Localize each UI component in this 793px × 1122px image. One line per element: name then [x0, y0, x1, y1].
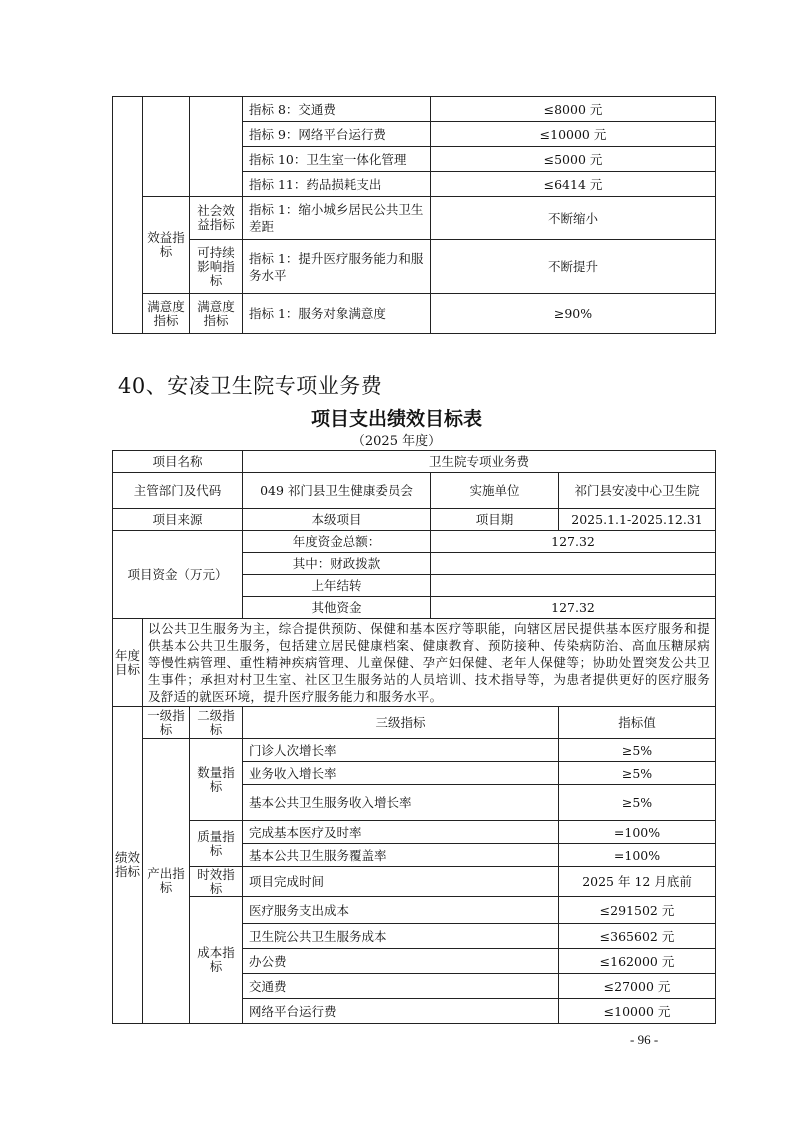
- header-level1: 一级指标: [143, 707, 190, 739]
- value-cell: ≥5%: [559, 762, 716, 785]
- value-cell: =100%: [559, 821, 716, 844]
- value-cell: =100%: [559, 844, 716, 867]
- fund-total-value: 127.32: [431, 531, 716, 553]
- perf-label: 绩效指标: [113, 707, 143, 1024]
- timeliness-label: 时效指标: [190, 867, 243, 897]
- fund-carry-label: 上年结转: [243, 575, 431, 597]
- indicator-cell: 办公费: [243, 949, 559, 974]
- goal-text: 以公共卫生服务为主，综合提供预防、保健和基本医疗等职能，向辖区居民提供基本医疗服务和提供基本公共卫生服务，包括建立居民健康档案、健康教育、预防接种、传染病防治、高血压糖尿病等慢性病管理、重性精神疾病管理、儿童保健、孕产妇保健、老年人保健等；协助处置突发公共卫生事件；承担对村卫生室、社区卫生服务站的人员培训、技术指导等，为患者提供更好的医疗服务及舒适的就医环境，提升医疗服务能力和服务水平。: [143, 619, 716, 707]
- indicator-cell: 基本公共卫生服务覆盖率: [243, 844, 559, 867]
- dept-value: 049 祁门县卫生健康委员会: [243, 473, 431, 509]
- indicator-cell: 医疗服务支出成本: [243, 897, 559, 924]
- indicator-cell: 指标 11：药品损耗支出: [243, 172, 431, 197]
- indicator-cell: 门诊人次增长率: [243, 739, 559, 762]
- indicator-cell: 指标 10：卫生室一体化管理: [243, 147, 431, 172]
- fund-fiscal-label: 其中：财政拨款: [243, 553, 431, 575]
- quality-label: 质量指标: [190, 821, 243, 867]
- indicator-cell: 完成基本医疗及时率: [243, 821, 559, 844]
- impl-unit-value: 祁门县安凌中心卫生院: [559, 473, 716, 509]
- satisfaction-level2-label: 满意度指标: [190, 294, 243, 334]
- goal-label: 年度目标: [113, 619, 143, 707]
- table-title: 项目支出绩效目标表: [310, 408, 482, 430]
- fund-other-value: 127.32: [431, 597, 716, 619]
- source-label: 项目来源: [113, 509, 243, 531]
- period-value: 2025.1.1-2025.12.31: [559, 509, 716, 531]
- impl-unit-label: 实施单位: [431, 473, 559, 509]
- indicator-cell: 交通费: [243, 974, 559, 999]
- fund-label: 项目资金（万元）: [113, 531, 243, 619]
- value-cell: ≥5%: [559, 739, 716, 762]
- value-cell: 不断提升: [431, 240, 716, 294]
- indicator-cell: 指标 9：网络平台运行费: [243, 122, 431, 147]
- continued-indicator-table: [112, 96, 716, 334]
- value-cell: ≤10000 元: [431, 122, 716, 147]
- benefit-level1-label: 效益指标: [143, 197, 190, 294]
- section-title: 40、安凌卫生院专项业务费: [118, 374, 383, 398]
- header-value: 指标值: [559, 707, 716, 739]
- table-year: （2025 年度）: [351, 434, 442, 449]
- indicator-cell: 指标 1：缩小城乡居民公共卫生差距: [243, 197, 431, 240]
- period-label: 项目期: [431, 509, 559, 531]
- indicator-cell: 业务收入增长率: [243, 762, 559, 785]
- indicator-cell: 项目完成时间: [243, 867, 559, 897]
- indicator-cell: 指标 1：服务对象满意度: [243, 294, 431, 334]
- value-cell: ≥90%: [431, 294, 716, 334]
- project-name-value: 卫生院专项业务费: [243, 451, 716, 473]
- value-cell: ≤162000 元: [559, 949, 716, 974]
- value-cell: 2025 年 12 月底前: [559, 867, 716, 897]
- value-cell: ≤365602 元: [559, 924, 716, 949]
- satisfaction-level1-label: 满意度指标: [143, 294, 190, 334]
- indicator-cell: 指标 1：提升医疗服务能力和服务水平: [243, 240, 431, 294]
- quantity-label: 数量指标: [190, 739, 243, 821]
- project-name-label: 项目名称: [113, 451, 243, 473]
- fund-fiscal-value: [431, 553, 716, 575]
- indicator-cell: 网络平台运行费: [243, 999, 559, 1024]
- fund-total-label: 年度资金总额：: [243, 531, 431, 553]
- page-number: - 96 -: [630, 1032, 659, 1047]
- value-cell: ≤5000 元: [431, 147, 716, 172]
- header-level2: 二级指标: [190, 707, 243, 739]
- indicator-cell: 指标 8：交通费: [243, 97, 431, 122]
- indicator-cell: 卫生院公共卫生服务成本: [243, 924, 559, 949]
- blank-cell: [113, 97, 143, 334]
- performance-target-table: [112, 450, 716, 1024]
- value-cell: ≤6414 元: [431, 172, 716, 197]
- blank-cell: [190, 97, 243, 197]
- sustain-level2-label: 可持续影响指标: [190, 240, 243, 294]
- indicator-cell: 基本公共卫生服务收入增长率: [243, 785, 559, 821]
- social-level2-label: 社会效益指标: [190, 197, 243, 240]
- value-cell: ≤8000 元: [431, 97, 716, 122]
- dept-label: 主管部门及代码: [113, 473, 243, 509]
- value-cell: 不断缩小: [431, 197, 716, 240]
- value-cell: ≥5%: [559, 785, 716, 821]
- fund-other-label: 其他资金: [243, 597, 431, 619]
- value-cell: ≤27000 元: [559, 974, 716, 999]
- header-level3: 三级指标: [243, 707, 559, 739]
- source-value: 本级项目: [243, 509, 431, 531]
- value-cell: ≤291502 元: [559, 897, 716, 924]
- blank-cell: [143, 97, 190, 197]
- cost-label: 成本指标: [190, 897, 243, 1024]
- value-cell: ≤10000 元: [559, 999, 716, 1024]
- fund-carry-value: [431, 575, 716, 597]
- output-label: 产出指标: [143, 739, 190, 1024]
